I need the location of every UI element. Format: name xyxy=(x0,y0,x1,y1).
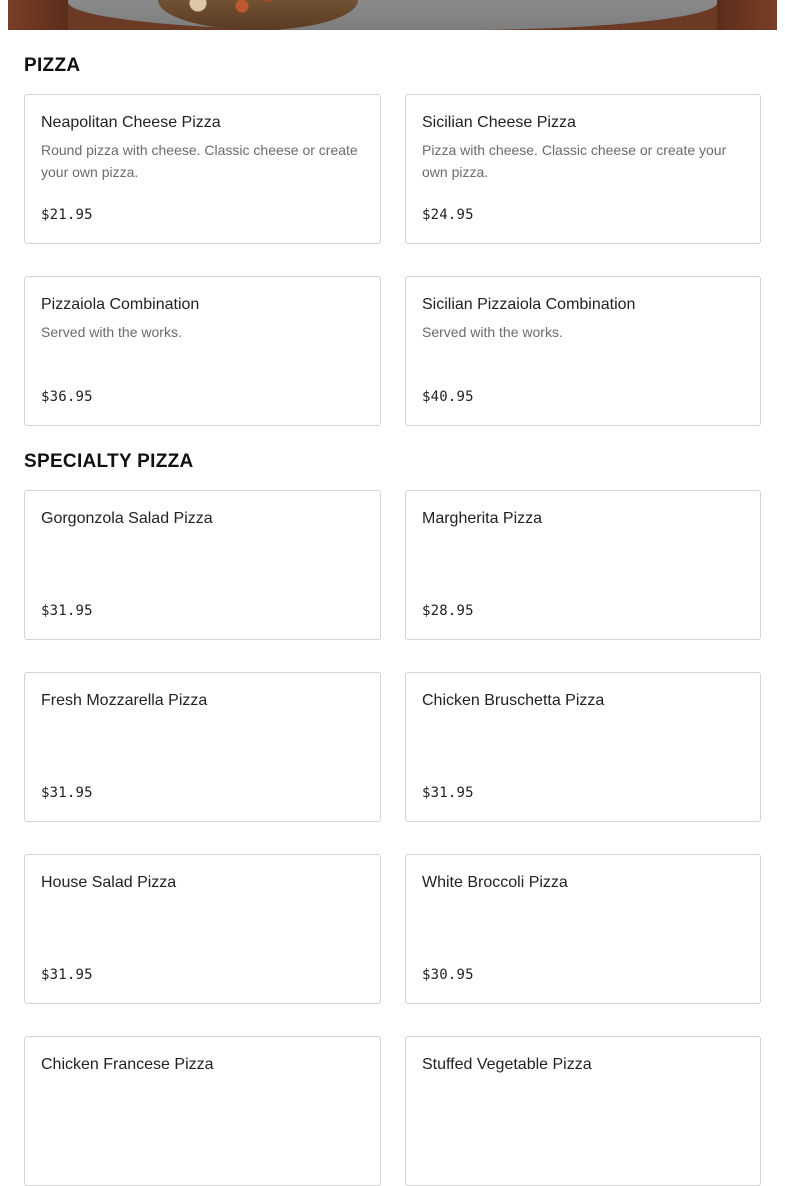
menu-item-card[interactable] xyxy=(405,672,761,822)
menu-item-price: $31.95 xyxy=(41,967,93,983)
menu-item-price: $21.95 xyxy=(41,207,93,223)
menu-item-card[interactable] xyxy=(24,1036,381,1186)
menu-item-price: $31.95 xyxy=(422,785,474,801)
menu-item-name: Neapolitan Cheese Pizza xyxy=(41,114,221,131)
menu-item-card[interactable] xyxy=(24,854,381,1004)
menu-item-description: Served with the works. xyxy=(41,324,182,340)
hero-wood-left xyxy=(8,0,68,30)
menu-item-name: Chicken Bruschetta Pizza xyxy=(422,692,605,709)
menu-item-name: House Salad Pizza xyxy=(41,874,177,891)
menu-item-name: Chicken Francese Pizza xyxy=(41,1056,214,1073)
menu-item-description: Pizza with cheese. Classic cheese or create your own pizza. xyxy=(422,142,727,180)
hero-image xyxy=(8,0,777,30)
menu-item-price: $28.95 xyxy=(422,603,474,619)
menu-item-name: Margherita Pizza xyxy=(422,510,543,527)
menu-item-price: $31.95 xyxy=(41,603,93,619)
menu-item-name: Fresh Mozzarella Pizza xyxy=(41,692,208,709)
menu-item-card[interactable] xyxy=(405,276,761,426)
menu-item-price: $30.95 xyxy=(422,967,474,983)
section-title-specialty-pizza: SPECIALTY PIZZA xyxy=(24,451,194,472)
menu-item-name: Gorgonzola Salad Pizza xyxy=(41,510,213,527)
menu-item-name: Pizzaiola Combination xyxy=(41,296,200,313)
hero-wood-right xyxy=(717,0,777,30)
menu-item-card[interactable] xyxy=(24,490,381,640)
menu-item-price: $31.95 xyxy=(41,785,93,801)
menu-item-description: Served with the works. xyxy=(422,324,563,340)
menu-item-card[interactable] xyxy=(405,490,761,640)
menu-item-card[interactable] xyxy=(405,1036,761,1186)
menu-item-price: $24.95 xyxy=(422,207,474,223)
section-title-pizza: PIZZA xyxy=(24,55,81,76)
menu-item-card[interactable] xyxy=(405,854,761,1004)
menu-item-description: Round pizza with cheese. Classic cheese or create your own pizza. xyxy=(41,142,358,180)
menu-item-name: White Broccoli Pizza xyxy=(422,874,568,891)
menu-item-card[interactable] xyxy=(24,672,381,822)
menu-item-price: $40.95 xyxy=(422,389,474,405)
menu-item-name: Stuffed Vegetable Pizza xyxy=(422,1056,592,1073)
menu-item-price: $36.95 xyxy=(41,389,93,405)
menu-item-card[interactable] xyxy=(24,94,381,244)
menu-item-card[interactable] xyxy=(24,276,381,426)
menu-item-name: Sicilian Pizzaiola Combination xyxy=(422,296,636,313)
menu-item-name: Sicilian Cheese Pizza xyxy=(422,114,576,131)
menu-item-card[interactable] xyxy=(405,94,761,244)
